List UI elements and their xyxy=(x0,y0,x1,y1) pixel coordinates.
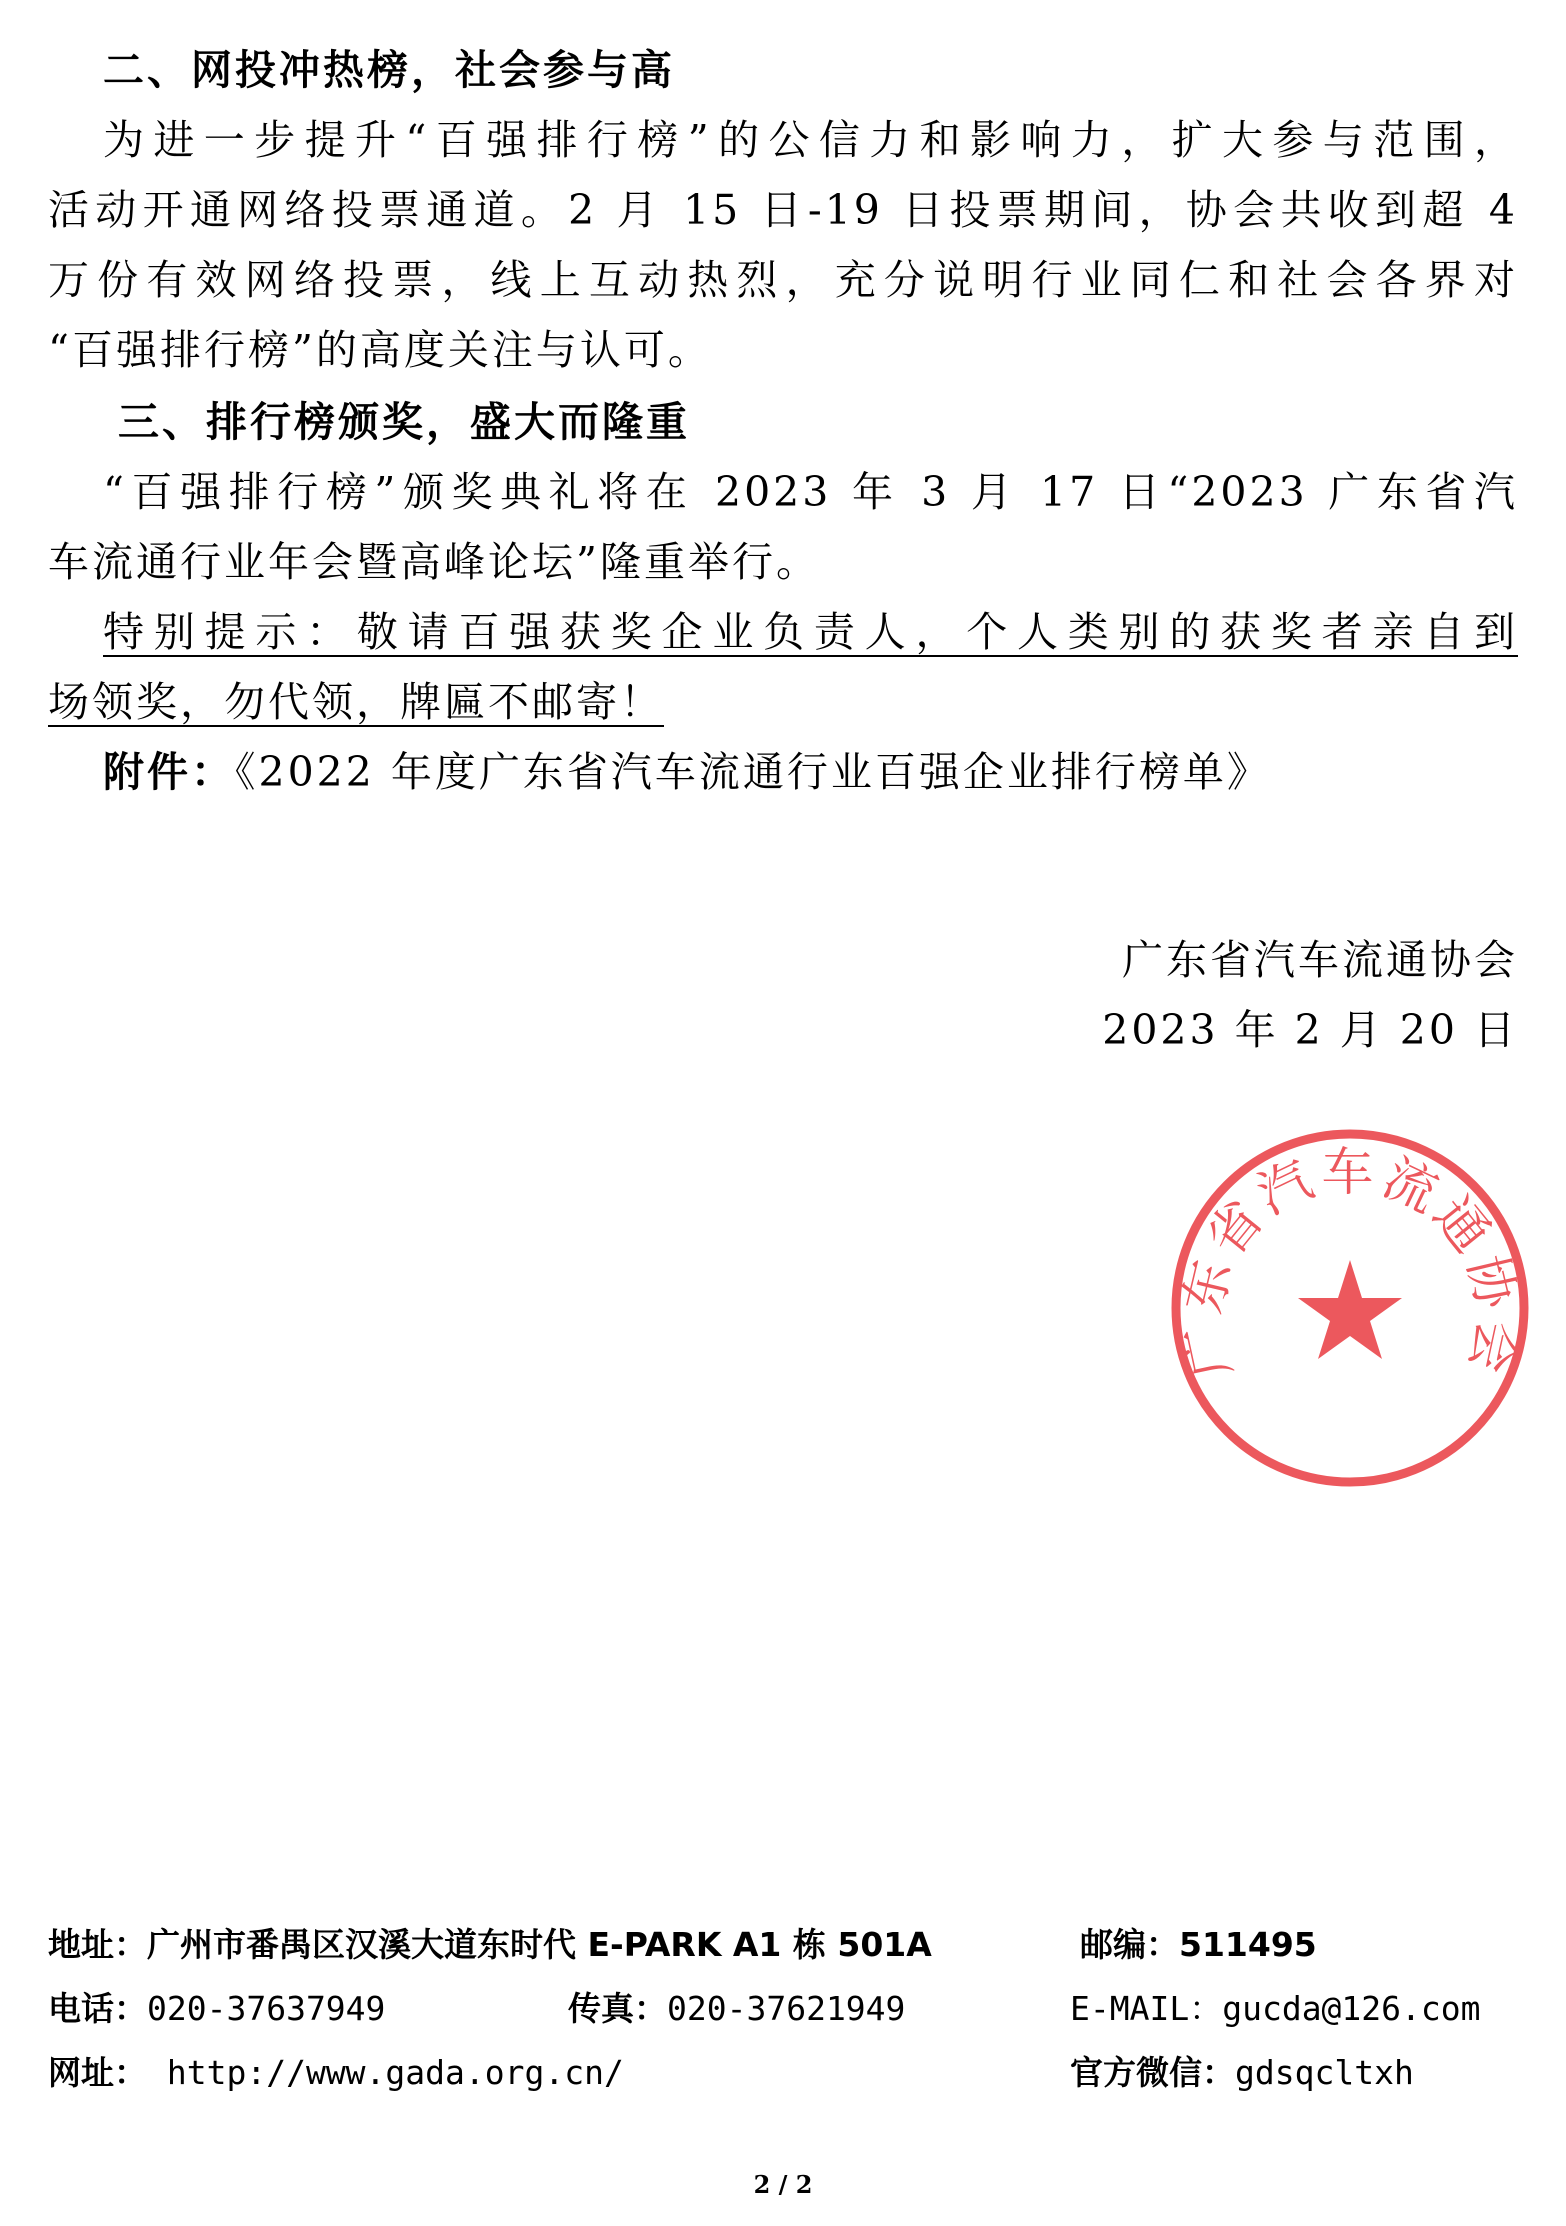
attachment-line xyxy=(103,742,1566,802)
footer-email xyxy=(1070,1986,1481,2032)
special-notice-line: 场领奖，勿代领，牌匾不邮寄！ xyxy=(48,678,664,726)
website-label: 网址： xyxy=(48,2053,147,2092)
phone-label: 电话： xyxy=(48,1989,147,2028)
attachment-label: 附件： xyxy=(103,748,235,796)
postcode-label: 邮编： xyxy=(1080,1925,1179,1964)
address-value: 广州市番禺区汉溪大道东时代 E-PARK A1 栋 501A xyxy=(147,1925,932,1964)
paragraph-line: 活动开通网络投票通道。2 月 15 日-19 日投票期间，协会共收到超 4 xyxy=(48,186,1518,234)
section-3-heading: 三、排行榜颁奖，盛大而隆重 xyxy=(118,398,690,446)
special-notice-line: 特别提示：敬请百强获奖企业负责人，个人类别的获奖者亲自到 xyxy=(103,608,1518,656)
page-number: 2 / 2 xyxy=(753,2170,813,2199)
paragraph-line: 为进一步提升“百强排行榜”的公信力和影响力，扩大参与范围， xyxy=(103,116,1518,164)
signature-organization: 广东省汽车流通协会 xyxy=(1122,936,1518,984)
website-link[interactable]: http://www.gada.org.cn/ xyxy=(166,2053,624,2092)
fax-value: 020-37621949 xyxy=(667,1989,906,2028)
paragraph-line: “百强排行榜”颁奖典礼将在 2023 年 3 月 17 日“2023 广东省汽 xyxy=(103,468,1518,516)
fax-label: 传真： xyxy=(568,1989,667,2028)
seal-text: 广东省汽车流通协会 xyxy=(1172,1143,1528,1383)
postcode-value: 511495 xyxy=(1179,1925,1317,1964)
footer-postcode xyxy=(1080,1922,1317,1968)
paragraph-line: “百强排行榜”的高度关注与认可。 xyxy=(48,326,712,374)
footer-wechat xyxy=(1070,2050,1414,2096)
address-label: 地址： xyxy=(48,1925,147,1964)
paragraph-line: 车流通行业年会暨高峰论坛”隆重举行。 xyxy=(48,538,820,586)
signature-date: 2023 年 2 月 20 日 xyxy=(1102,1006,1518,1054)
wechat-value: gdsqcltxh xyxy=(1235,2053,1414,2092)
attachment-title: 《2022 年度广东省汽车流通行业百强企业排行榜单》 xyxy=(235,748,1271,796)
footer-phone xyxy=(48,1986,385,2032)
footer-website xyxy=(48,2050,624,2096)
official-seal-stamp xyxy=(1160,1118,1540,1498)
email-label: E-MAIL： xyxy=(1070,1989,1223,2028)
section-2-heading: 二、网投冲热榜，社会参与高 xyxy=(103,46,675,94)
wechat-label: 官方微信： xyxy=(1070,2053,1235,2092)
phone-value: 020-37637949 xyxy=(147,1989,386,2028)
footer-address xyxy=(48,1922,932,1968)
paragraph-line: 万份有效网络投票，线上互动热烈，充分说明行业同仁和社会各界对 xyxy=(48,256,1518,304)
footer-fax xyxy=(568,1986,905,2032)
email-value[interactable]: gucda@126.com xyxy=(1222,1989,1481,2028)
star-icon xyxy=(1298,1260,1402,1359)
